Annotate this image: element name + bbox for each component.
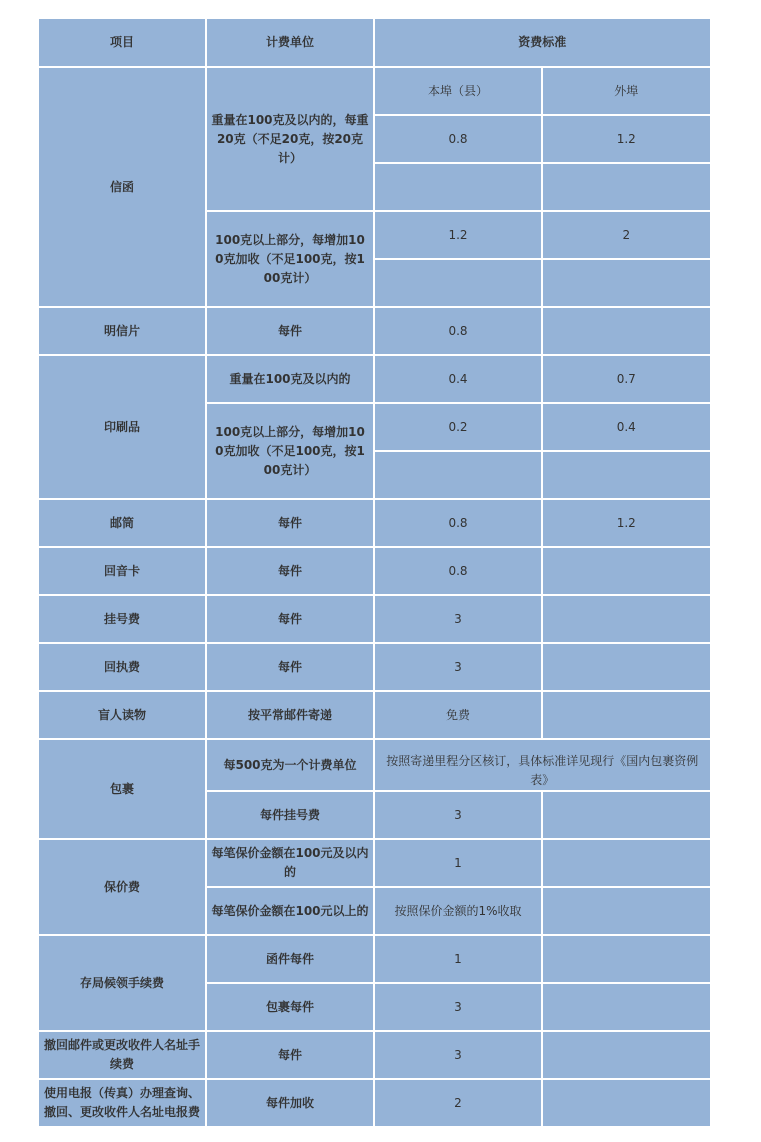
empty-cell [542, 259, 711, 307]
table-row [38, 1079, 711, 1127]
empty-cell [542, 1031, 711, 1079]
item-telegraph: 使用电报（传真）办理查询、撤回、更改收件人名址电报费 [38, 1079, 206, 1127]
empty-cell [542, 547, 711, 595]
tube-local: 0.8 [374, 499, 542, 547]
item-registration: 挂号费 [38, 595, 206, 643]
telegraph-local: 2 [374, 1079, 542, 1127]
letter-unit-1: 重量在100克及以内的，每重20克（不足20克，按20克计） [206, 67, 374, 211]
registration-local: 3 [374, 595, 542, 643]
postcard-local: 0.8 [374, 307, 542, 355]
empty-cell [374, 163, 542, 211]
empty-cell [542, 163, 711, 211]
parcel-unit-2: 每件挂号费 [206, 791, 374, 839]
receipt-unit: 每件 [206, 643, 374, 691]
parcel-unit-1: 每500克为一个计费单位 [206, 739, 374, 791]
empty-cell [542, 1079, 711, 1127]
parcel-value-1: 按照寄递里程分区核订，具体标准详见现行《国内包裹资例表》 [374, 739, 711, 791]
tube-unit: 每件 [206, 499, 374, 547]
echo-card-unit: 每件 [206, 547, 374, 595]
header-item: 项目 [38, 18, 206, 67]
insurance-unit-1: 每笔保价金额在100元及以内的 [206, 839, 374, 887]
header-row [38, 18, 711, 67]
table-row [38, 839, 711, 887]
item-parcel: 包裹 [38, 739, 206, 839]
postal-rates-table [37, 17, 713, 1128]
table-row [38, 307, 711, 355]
table-row [38, 739, 711, 791]
postcard-unit: 每件 [206, 307, 374, 355]
empty-cell [542, 935, 711, 983]
printed-local-1: 0.4 [374, 355, 542, 403]
letter-unit-2: 100克以上部分，每增加100克加收（不足100克，按100克计） [206, 211, 374, 307]
receipt-local: 3 [374, 643, 542, 691]
tube-remote: 1.2 [542, 499, 711, 547]
empty-cell [542, 791, 711, 839]
storage-local-1: 1 [374, 935, 542, 983]
insurance-unit-2: 每笔保价金额在100元以上的 [206, 887, 374, 935]
item-storage: 存局候领手续费 [38, 935, 206, 1031]
table-row [38, 499, 711, 547]
letter-local-2: 1.2 [374, 211, 542, 259]
item-insurance: 保价费 [38, 839, 206, 935]
empty-cell [542, 839, 711, 887]
empty-cell [374, 259, 542, 307]
empty-cell [542, 643, 711, 691]
insurance-local-1: 1 [374, 839, 542, 887]
printed-local-2: 0.2 [374, 403, 542, 451]
printed-unit-2: 100克以上部分，每增加100克加收（不足100克，按100克计） [206, 403, 374, 499]
table-row [38, 643, 711, 691]
empty-cell [542, 691, 711, 739]
empty-cell [542, 451, 711, 499]
table-row [38, 355, 711, 403]
echo-card-local: 0.8 [374, 547, 542, 595]
printed-remote-2: 0.4 [542, 403, 711, 451]
registration-unit: 每件 [206, 595, 374, 643]
table-row [38, 595, 711, 643]
braille-local: 免费 [374, 691, 542, 739]
storage-unit-2: 包裹每件 [206, 983, 374, 1031]
table-row [38, 67, 711, 115]
item-postcard: 明信片 [38, 307, 206, 355]
table-row [38, 547, 711, 595]
insurance-local-2: 按照保价金额的1%收取 [374, 887, 542, 935]
empty-cell [542, 887, 711, 935]
empty-cell [542, 983, 711, 1031]
item-braille: 盲人读物 [38, 691, 206, 739]
table-row [38, 1031, 711, 1079]
storage-local-2: 3 [374, 983, 542, 1031]
item-echo-card: 回音卡 [38, 547, 206, 595]
table-row [38, 935, 711, 983]
braille-unit: 按平常邮件寄递 [206, 691, 374, 739]
letter-remote-1: 1.2 [542, 115, 711, 163]
item-printed: 印刷品 [38, 355, 206, 499]
table-row [38, 691, 711, 739]
printed-unit-1: 重量在100克及以内的 [206, 355, 374, 403]
withdraw-local: 3 [374, 1031, 542, 1079]
item-letter: 信函 [38, 67, 206, 307]
storage-unit-1: 函件每件 [206, 935, 374, 983]
letter-local-1: 0.8 [374, 115, 542, 163]
empty-cell [374, 451, 542, 499]
subheader-remote: 外埠 [542, 67, 711, 115]
withdraw-unit: 每件 [206, 1031, 374, 1079]
item-withdraw: 撤回邮件或更改收件人名址手续费 [38, 1031, 206, 1079]
header-standard: 资费标准 [374, 18, 711, 67]
printed-remote-1: 0.7 [542, 355, 711, 403]
parcel-local-2: 3 [374, 791, 542, 839]
telegraph-unit: 每件加收 [206, 1079, 374, 1127]
empty-cell [542, 307, 711, 355]
item-receipt: 回执费 [38, 643, 206, 691]
letter-remote-2: 2 [542, 211, 711, 259]
header-unit: 计费单位 [206, 18, 374, 67]
item-tube: 邮筒 [38, 499, 206, 547]
empty-cell [542, 595, 711, 643]
subheader-local: 本埠（县） [374, 67, 542, 115]
